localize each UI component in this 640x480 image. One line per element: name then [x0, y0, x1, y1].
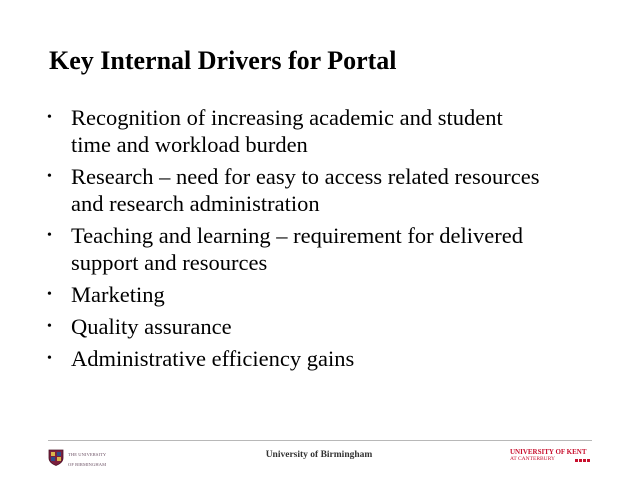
bullet-text-line: Quality assurance	[71, 314, 232, 339]
bullet-item	[47, 345, 607, 372]
bullet-marker-icon: •	[47, 287, 52, 302]
bullet-item	[47, 222, 607, 276]
bullet-text-line: Research – need for easy to access related resources	[71, 164, 540, 189]
bullet-item	[47, 313, 607, 340]
bullet-text-line: time and workload burden	[71, 132, 308, 157]
bullet-item	[47, 104, 607, 158]
left-logo-line1: THE UNIVERSITY	[68, 452, 107, 457]
footer-divider	[48, 440, 592, 441]
bullet-marker-icon: •	[47, 319, 52, 334]
bullet-list	[47, 104, 607, 377]
bullet-text-line: Marketing	[71, 282, 165, 307]
kent-logo-dots-icon	[575, 459, 590, 462]
bullet-marker-icon: •	[47, 228, 52, 243]
kent-logo-line2: AT CANTERBURY	[510, 456, 555, 462]
left-logo-line2: OF BIRMINGHAM	[68, 462, 107, 467]
bullet-text-line: and research administration	[71, 191, 320, 216]
bullet-text-line: support and resources	[71, 250, 268, 275]
footer-institution-name: University of Birmingham	[265, 450, 373, 460]
bullet-text-line: Recognition of increasing academic and student	[71, 105, 503, 130]
bullet-marker-icon: •	[47, 110, 52, 125]
bullet-marker-icon: •	[47, 169, 52, 184]
kent-logo-line1: UNIVERSITY OF KENT	[510, 448, 587, 456]
slide-title: Key Internal Drivers for Portal	[49, 46, 397, 75]
bullet-marker-icon: •	[47, 351, 52, 366]
bullet-item	[47, 281, 607, 308]
bullet-text-line: Administrative efficiency gains	[71, 346, 355, 371]
bullet-item	[47, 163, 607, 217]
university-of-kent-logo	[510, 448, 590, 468]
bullet-text-line: Teaching and learning – requirement for delivered	[71, 223, 523, 248]
